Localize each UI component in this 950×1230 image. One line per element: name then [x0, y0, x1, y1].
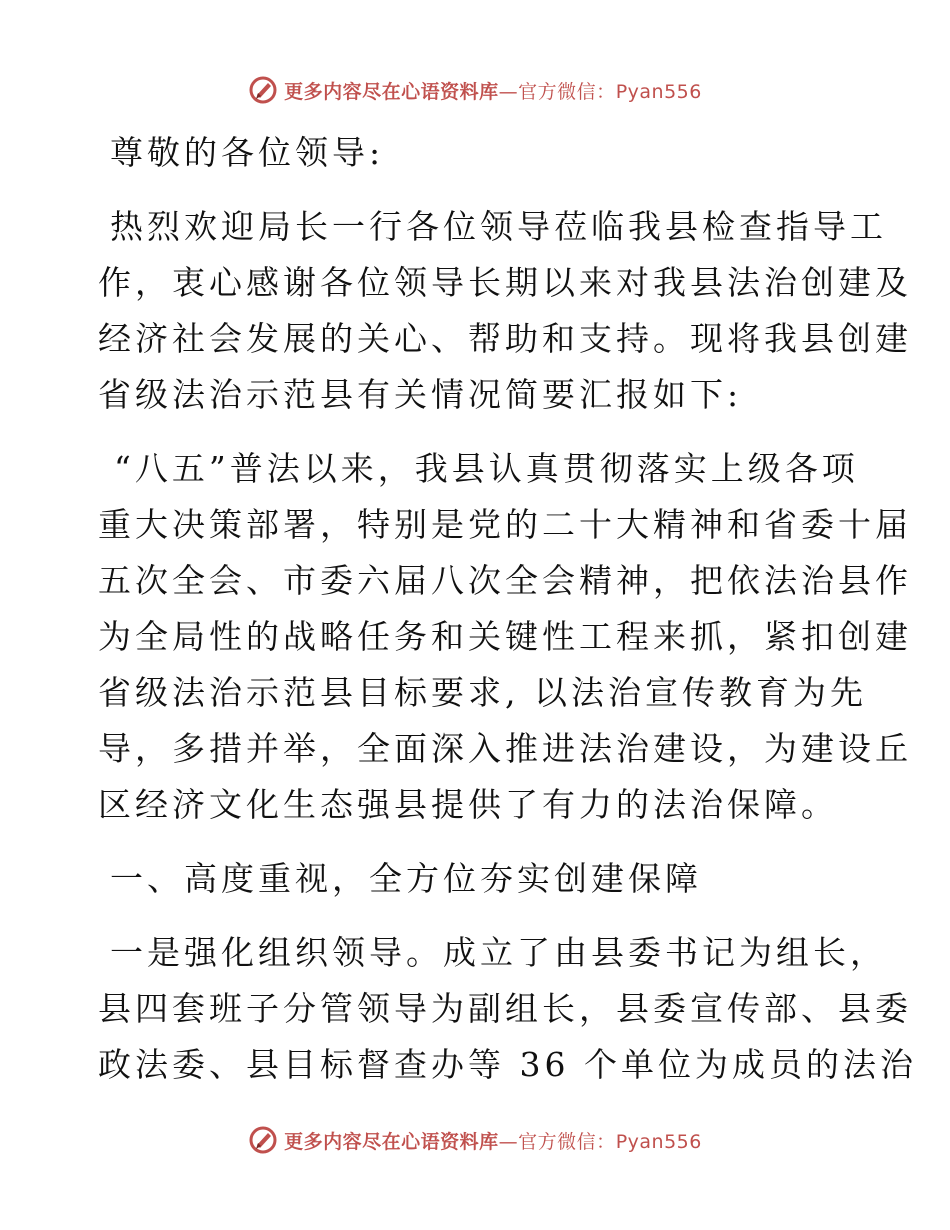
- salutation-line: 尊敬的各位领导:: [110, 133, 385, 172]
- paragraph-line: “八五”普法以来，我县认真贯彻落实上级各项: [114, 449, 859, 488]
- paragraph-line: 省级法治示范县目标要求, 以法治宣传教育为先: [98, 673, 867, 712]
- paragraph-line: 一是强化组织领导。成立了由县委书记为组长，: [110, 933, 887, 972]
- paragraph-line: 区经济文化生态强县提供了有力的法治保障。: [98, 785, 838, 824]
- paragraph-line: 经济社会发展的关心、帮助和支持。现将我县创建: [98, 319, 912, 358]
- watermark-header: [0, 72, 950, 108]
- watermark-footer: [0, 1122, 950, 1158]
- paragraph-overview: [98, 441, 912, 833]
- watermark-id: Pyan556: [615, 1130, 702, 1153]
- watermark-separator: —: [498, 80, 519, 103]
- paragraph-welcome: [98, 199, 912, 423]
- section-heading-1: [98, 851, 858, 907]
- document-body: [98, 125, 917, 1111]
- paragraph-organization: [98, 925, 917, 1093]
- watermark-text: [284, 1127, 702, 1154]
- watermark-separator: —: [498, 1130, 519, 1153]
- paragraph-line: 政法委、县目标督查办等 36 个单位为成员的法治: [98, 1045, 917, 1084]
- logo-icon: [248, 75, 278, 105]
- paragraph-line: 导，多措并举，全面深入推进法治建设，为建设丘: [98, 729, 912, 768]
- paragraph-line: 热烈欢迎局长一行各位领导莅临我县检查指导工: [110, 207, 887, 246]
- paragraph-line: 作，衷心感谢各位领导长期以来对我县法治创建及: [98, 263, 912, 302]
- watermark-label: 官方微信：: [518, 1130, 616, 1153]
- paragraph-line: 县四套班子分管领导为副组长，县委宣传部、县委: [98, 989, 912, 1028]
- watermark-label: 官方微信：: [518, 80, 616, 103]
- paragraph-line: 为全局性的战略任务和关键性工程来抓，紧扣创建: [98, 617, 912, 656]
- paragraph-line: 五次全会、市委六届八次全会精神，把依法治县作: [98, 561, 912, 600]
- salutation: [98, 125, 858, 181]
- watermark-text: [284, 77, 702, 104]
- paragraph-line: 省级法治示范县有关情况简要汇报如下:: [98, 375, 743, 414]
- section-heading-line: 一、高度重视，全方位夯实创建保障: [110, 859, 702, 898]
- watermark-site: 更多内容尽在心语资料库: [284, 80, 499, 103]
- watermark-id: Pyan556: [615, 80, 702, 103]
- watermark-site: 更多内容尽在心语资料库: [284, 1130, 499, 1153]
- paragraph-line: 重大决策部署，特别是党的二十大精神和省委十届: [98, 505, 912, 544]
- logo-icon: [248, 1125, 278, 1155]
